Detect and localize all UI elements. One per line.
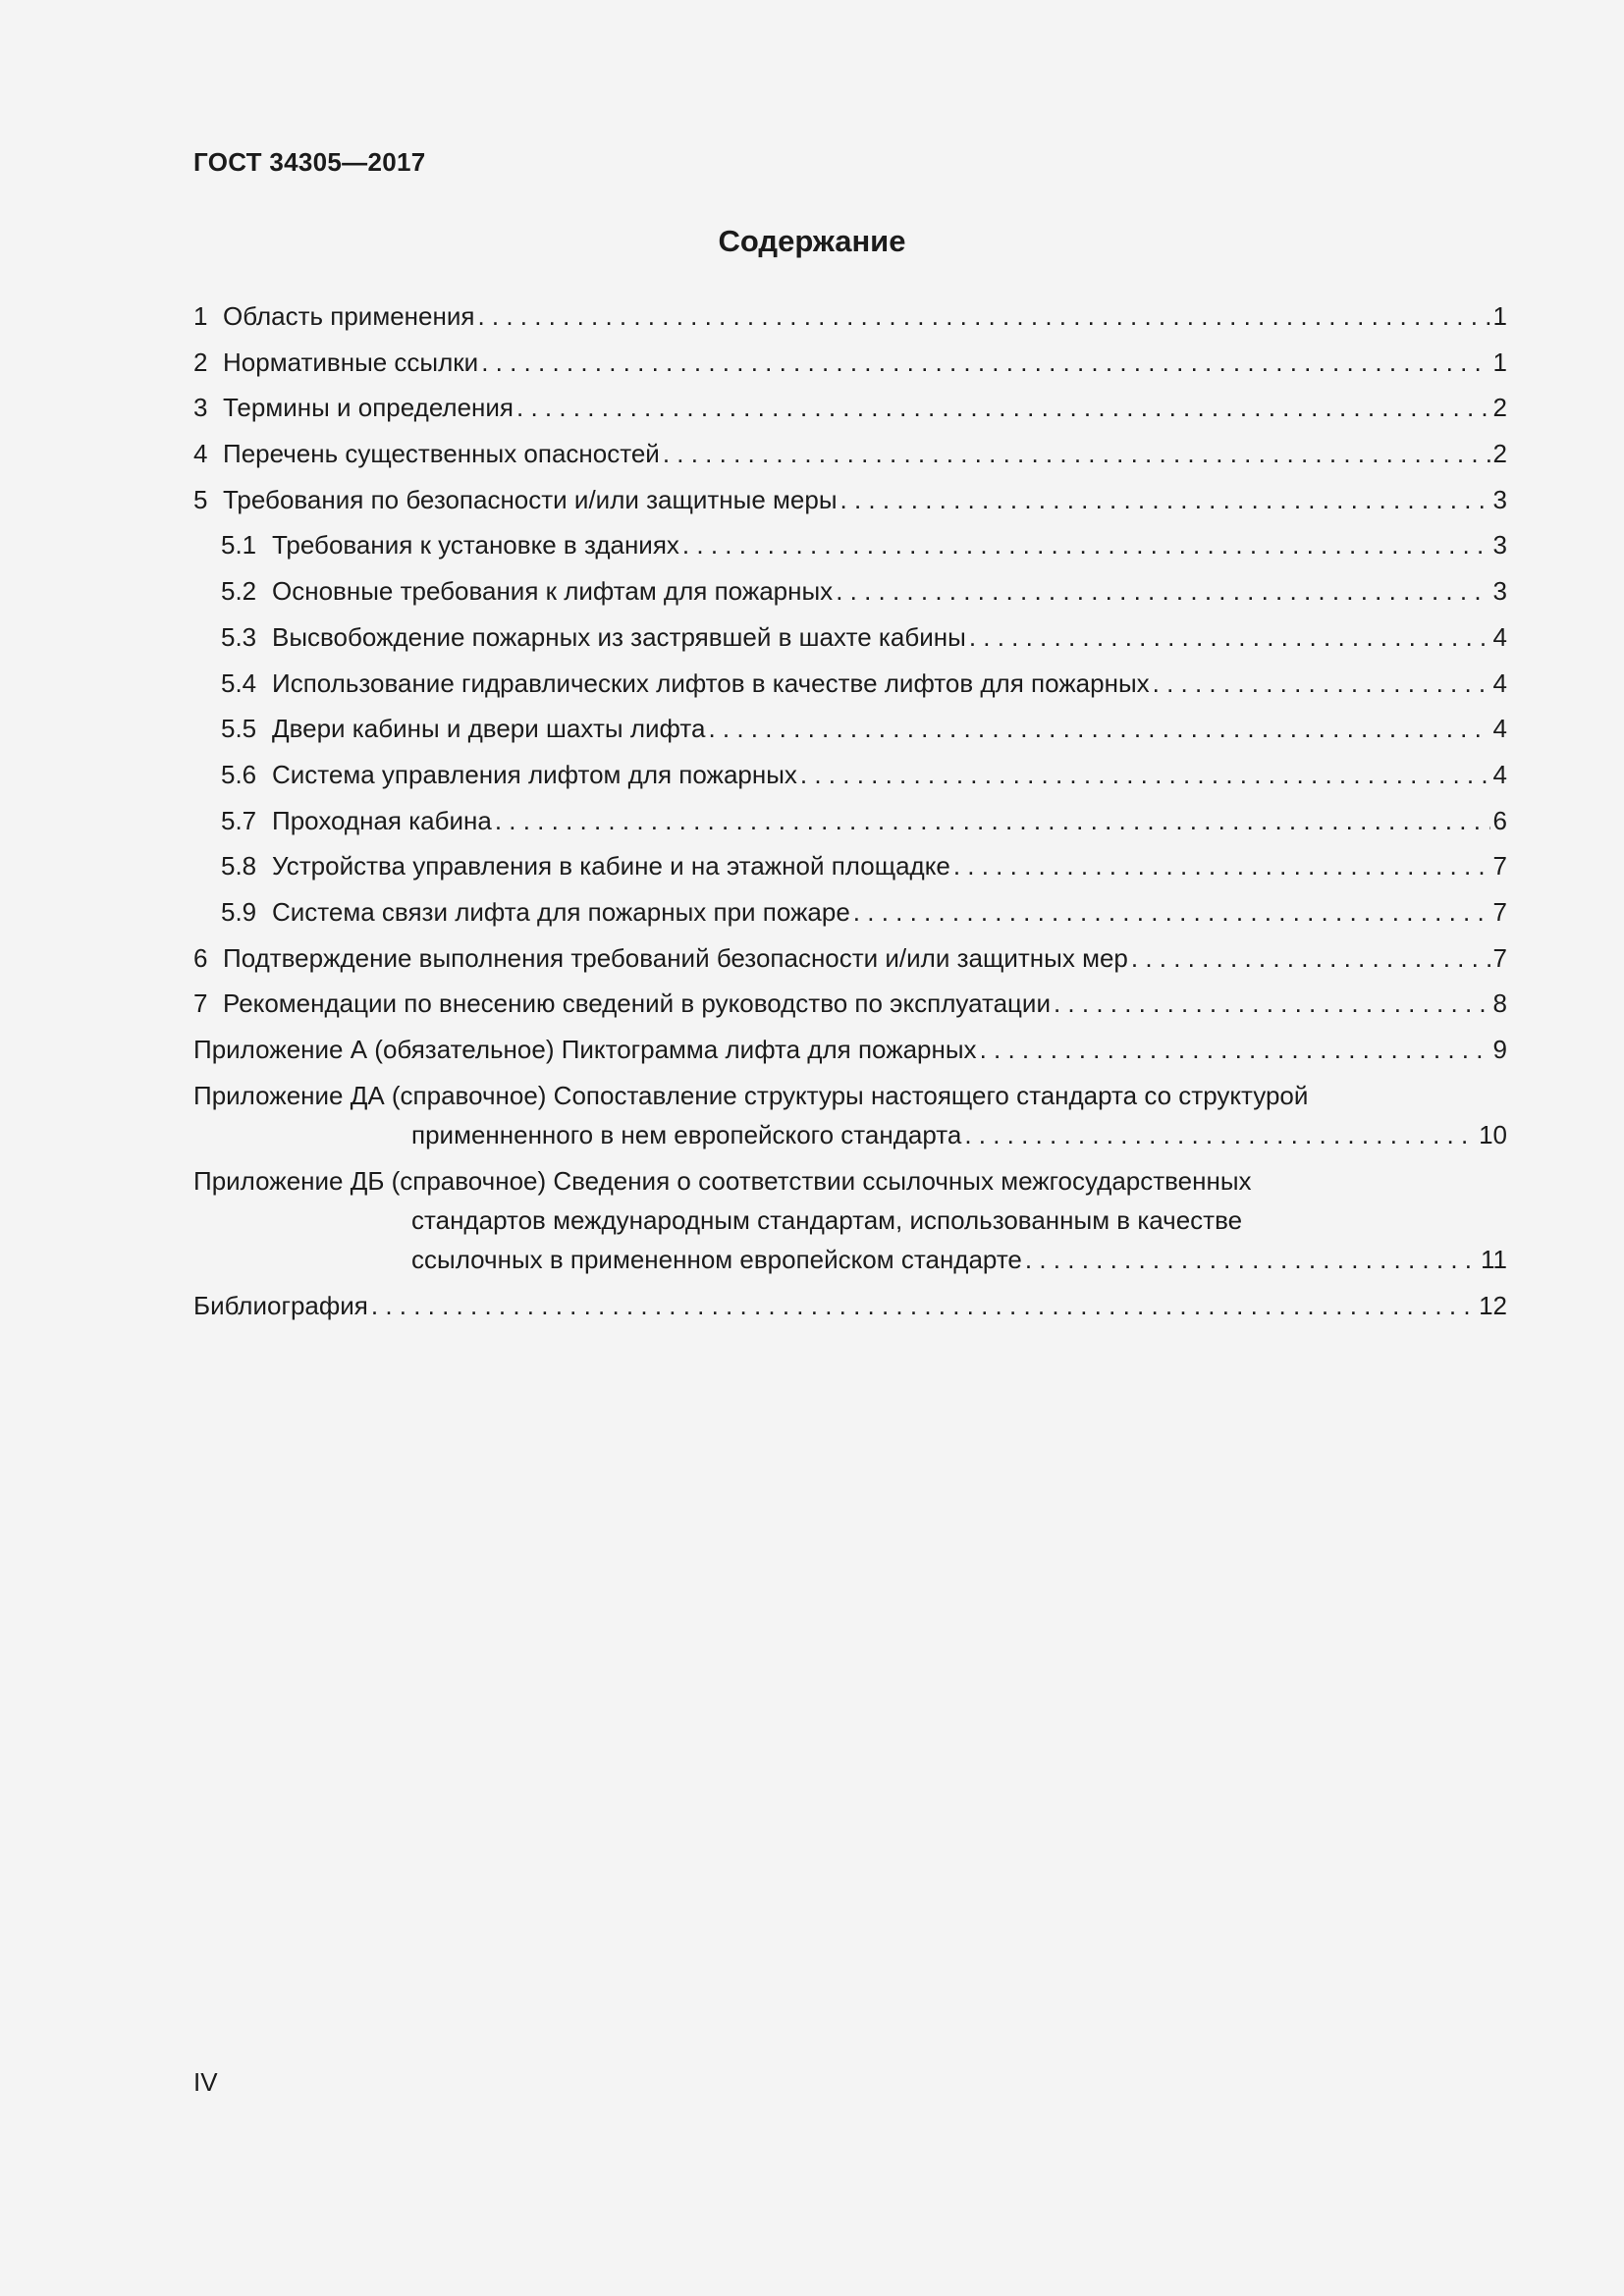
toc-dot-leader <box>953 846 1490 885</box>
toc-entry-page: 11 <box>1481 1244 1507 1274</box>
toc-dot-leader <box>663 434 1490 473</box>
toc-entry-label: Библиография <box>193 1290 368 1320</box>
toc-entry-line <box>221 709 1507 748</box>
table-of-contents <box>193 296 1507 1331</box>
toc-entry-label: Двери кабины и двери шахты лифта <box>272 714 706 744</box>
toc-entry[interactable] <box>193 709 1507 748</box>
toc-entry-label: Перечень существенных опасностей <box>223 439 660 469</box>
toc-dot-leader <box>708 709 1489 748</box>
toc-entry[interactable] <box>193 617 1507 657</box>
toc-dot-leader <box>836 571 1489 611</box>
toc-entry-page: 4 <box>1492 714 1507 744</box>
toc-entry-line <box>221 664 1507 703</box>
toc-entry[interactable] <box>193 984 1507 1023</box>
toc-dot-leader <box>1153 664 1490 703</box>
toc-dot-leader <box>1054 984 1490 1023</box>
toc-entry-page: 7 <box>1492 896 1507 927</box>
toc-entry-line <box>193 480 1507 519</box>
toc-entry-page: 7 <box>1492 851 1507 881</box>
toc-entry-label: применненного в нем европейского стандарта <box>411 1119 962 1149</box>
toc-entry-line <box>193 1286 1507 1325</box>
toc-entry-number: 5 <box>193 484 208 514</box>
toc-entry-number: 5.9 <box>221 896 257 927</box>
toc-entry[interactable] <box>193 571 1507 611</box>
toc-entry[interactable] <box>193 296 1507 336</box>
toc-entry-number: 5.6 <box>221 759 257 789</box>
toc-entry-number: 3 <box>193 393 208 423</box>
toc-entry-line <box>193 434 1507 473</box>
toc-dot-leader <box>516 388 1490 427</box>
toc-entry[interactable] <box>193 846 1507 885</box>
toc-entry-page: 1 <box>1492 301 1507 331</box>
toc-entry[interactable] <box>193 892 1507 932</box>
toc-entry-label: ссылочных в примененном европейском стандарте <box>411 1244 1022 1274</box>
toc-entry-line <box>193 296 1507 336</box>
document-id: ГОСТ 34305—2017 <box>193 147 426 177</box>
toc-entry-label: Приложение ДА (справочное) Сопоставление структуры настоящего стандарта со структурой <box>193 1080 1309 1110</box>
toc-entry-label: Проходная кабина <box>272 805 492 835</box>
toc-dot-leader <box>853 892 1490 932</box>
toc-entry-label: Система связи лифта для пожарных при пожаре <box>272 896 850 927</box>
toc-entry[interactable] <box>193 755 1507 794</box>
toc-entry-page: 12 <box>1479 1290 1507 1320</box>
toc-dot-leader <box>477 296 1489 336</box>
toc-title: Содержание <box>718 224 906 258</box>
toc-dot-leader <box>495 801 1490 840</box>
toc-entry-number: 5.7 <box>221 805 257 835</box>
toc-entry-label: Нормативные ссылки <box>223 347 479 377</box>
toc-entry[interactable] <box>193 525 1507 564</box>
toc-entry-line <box>193 984 1507 1023</box>
toc-entry-page: 3 <box>1492 484 1507 514</box>
toc-entry-number: 4 <box>193 439 208 469</box>
toc-dot-leader <box>840 480 1490 519</box>
toc-entry-label: Рекомендации по внесению сведений в руководство по эксплуатации <box>223 988 1051 1019</box>
toc-entry-line <box>193 1076 1507 1115</box>
toc-entry-number: 5.4 <box>221 667 257 698</box>
toc-entry-page: 4 <box>1492 621 1507 652</box>
toc-entry-page: 7 <box>1492 942 1507 973</box>
toc-entry-label: Требования по безопасности и/или защитные меры <box>223 484 838 514</box>
toc-entry-line <box>193 388 1507 427</box>
toc-entry-line <box>221 846 1507 885</box>
toc-entry-label: Высвобождение пожарных из застрявшей в шахте кабины <box>272 621 966 652</box>
toc-dot-leader <box>1131 938 1490 978</box>
toc-entry-page: 2 <box>1492 393 1507 423</box>
toc-entry-label: Приложение ДБ (справочное) Сведения о соответствии ссылочных межгосударственных <box>193 1165 1252 1196</box>
toc-entry-number: 5.5 <box>221 714 257 744</box>
toc-entry-page: 4 <box>1492 759 1507 789</box>
toc-entry-line <box>193 1161 1507 1201</box>
toc-entry-page: 1 <box>1492 347 1507 377</box>
toc-entry-page: 4 <box>1492 667 1507 698</box>
toc-entry[interactable] <box>193 480 1507 519</box>
toc-entry-label: Термины и определения <box>223 393 514 423</box>
toc-entry-page: 8 <box>1492 988 1507 1019</box>
toc-entry-number: 6 <box>193 942 208 973</box>
toc-entry-page: 3 <box>1492 530 1507 561</box>
toc-entry-line <box>193 1115 1507 1154</box>
toc-entry-number: 5.8 <box>221 851 257 881</box>
toc-entry-number: 5.2 <box>221 576 257 607</box>
toc-dot-leader <box>980 1030 1490 1069</box>
toc-entry[interactable] <box>193 1030 1507 1069</box>
toc-dot-leader <box>371 1286 1476 1325</box>
toc-entry-number: 2 <box>193 347 208 377</box>
toc-entry-line <box>193 343 1507 382</box>
toc-entry-label: Требования к установке в зданиях <box>272 530 679 561</box>
toc-entry-page: 2 <box>1492 439 1507 469</box>
toc-entry-label: Подтверждение выполнения требований безопасности и/или защитных мер <box>223 942 1128 973</box>
toc-entry[interactable] <box>193 434 1507 473</box>
toc-entry-line <box>193 938 1507 978</box>
toc-dot-leader <box>800 755 1490 794</box>
toc-entry[interactable] <box>193 388 1507 427</box>
toc-entry[interactable] <box>193 1076 1507 1154</box>
page-number: IV <box>193 2067 218 2097</box>
toc-dot-leader <box>964 1115 1476 1154</box>
toc-entry-line <box>221 571 1507 611</box>
toc-entry-label: Использование гидравлических лифтов в качестве лифтов для пожарных <box>272 667 1150 698</box>
toc-entry[interactable] <box>193 664 1507 703</box>
toc-entry-line <box>221 892 1507 932</box>
toc-entry-line <box>221 801 1507 840</box>
toc-entry[interactable] <box>193 1286 1507 1325</box>
toc-entry-line <box>221 617 1507 657</box>
toc-entry-number: 5.3 <box>221 621 257 652</box>
toc-entry-line <box>193 1240 1507 1279</box>
toc-entry-label: Система управления лифтом для пожарных <box>272 759 797 789</box>
toc-entry-page: 10 <box>1479 1119 1507 1149</box>
toc-dot-leader <box>682 525 1490 564</box>
toc-entry-page: 9 <box>1492 1035 1507 1064</box>
toc-dot-leader <box>969 617 1490 657</box>
toc-entry-line <box>193 1030 1507 1069</box>
toc-dot-leader <box>1025 1240 1478 1279</box>
toc-entry-label: Приложение А (обязательное) Пиктограмма лифта для пожарных <box>193 1035 977 1064</box>
toc-entry[interactable] <box>193 801 1507 840</box>
toc-entry-label: Устройства управления в кабине и на этажной площадке <box>272 851 950 881</box>
toc-entry-label: Область применения <box>223 301 475 331</box>
toc-entry-label: стандартов международным стандартам, использованным в качестве <box>411 1204 1243 1235</box>
toc-entry-label: Основные требования к лифтам для пожарных <box>272 576 834 607</box>
toc-entry-number: 5.1 <box>221 530 257 561</box>
toc-entry-line <box>221 755 1507 794</box>
toc-dot-leader <box>481 343 1489 382</box>
toc-entry[interactable] <box>193 938 1507 978</box>
toc-entry-number: 7 <box>193 988 208 1019</box>
toc-entry-page: 6 <box>1492 805 1507 835</box>
toc-entry-line <box>221 525 1507 564</box>
toc-entry-line <box>193 1201 1507 1240</box>
toc-entry-number: 1 <box>193 301 208 331</box>
toc-entry[interactable] <box>193 1161 1507 1279</box>
toc-entry-page: 3 <box>1492 576 1507 607</box>
toc-entry[interactable] <box>193 343 1507 382</box>
